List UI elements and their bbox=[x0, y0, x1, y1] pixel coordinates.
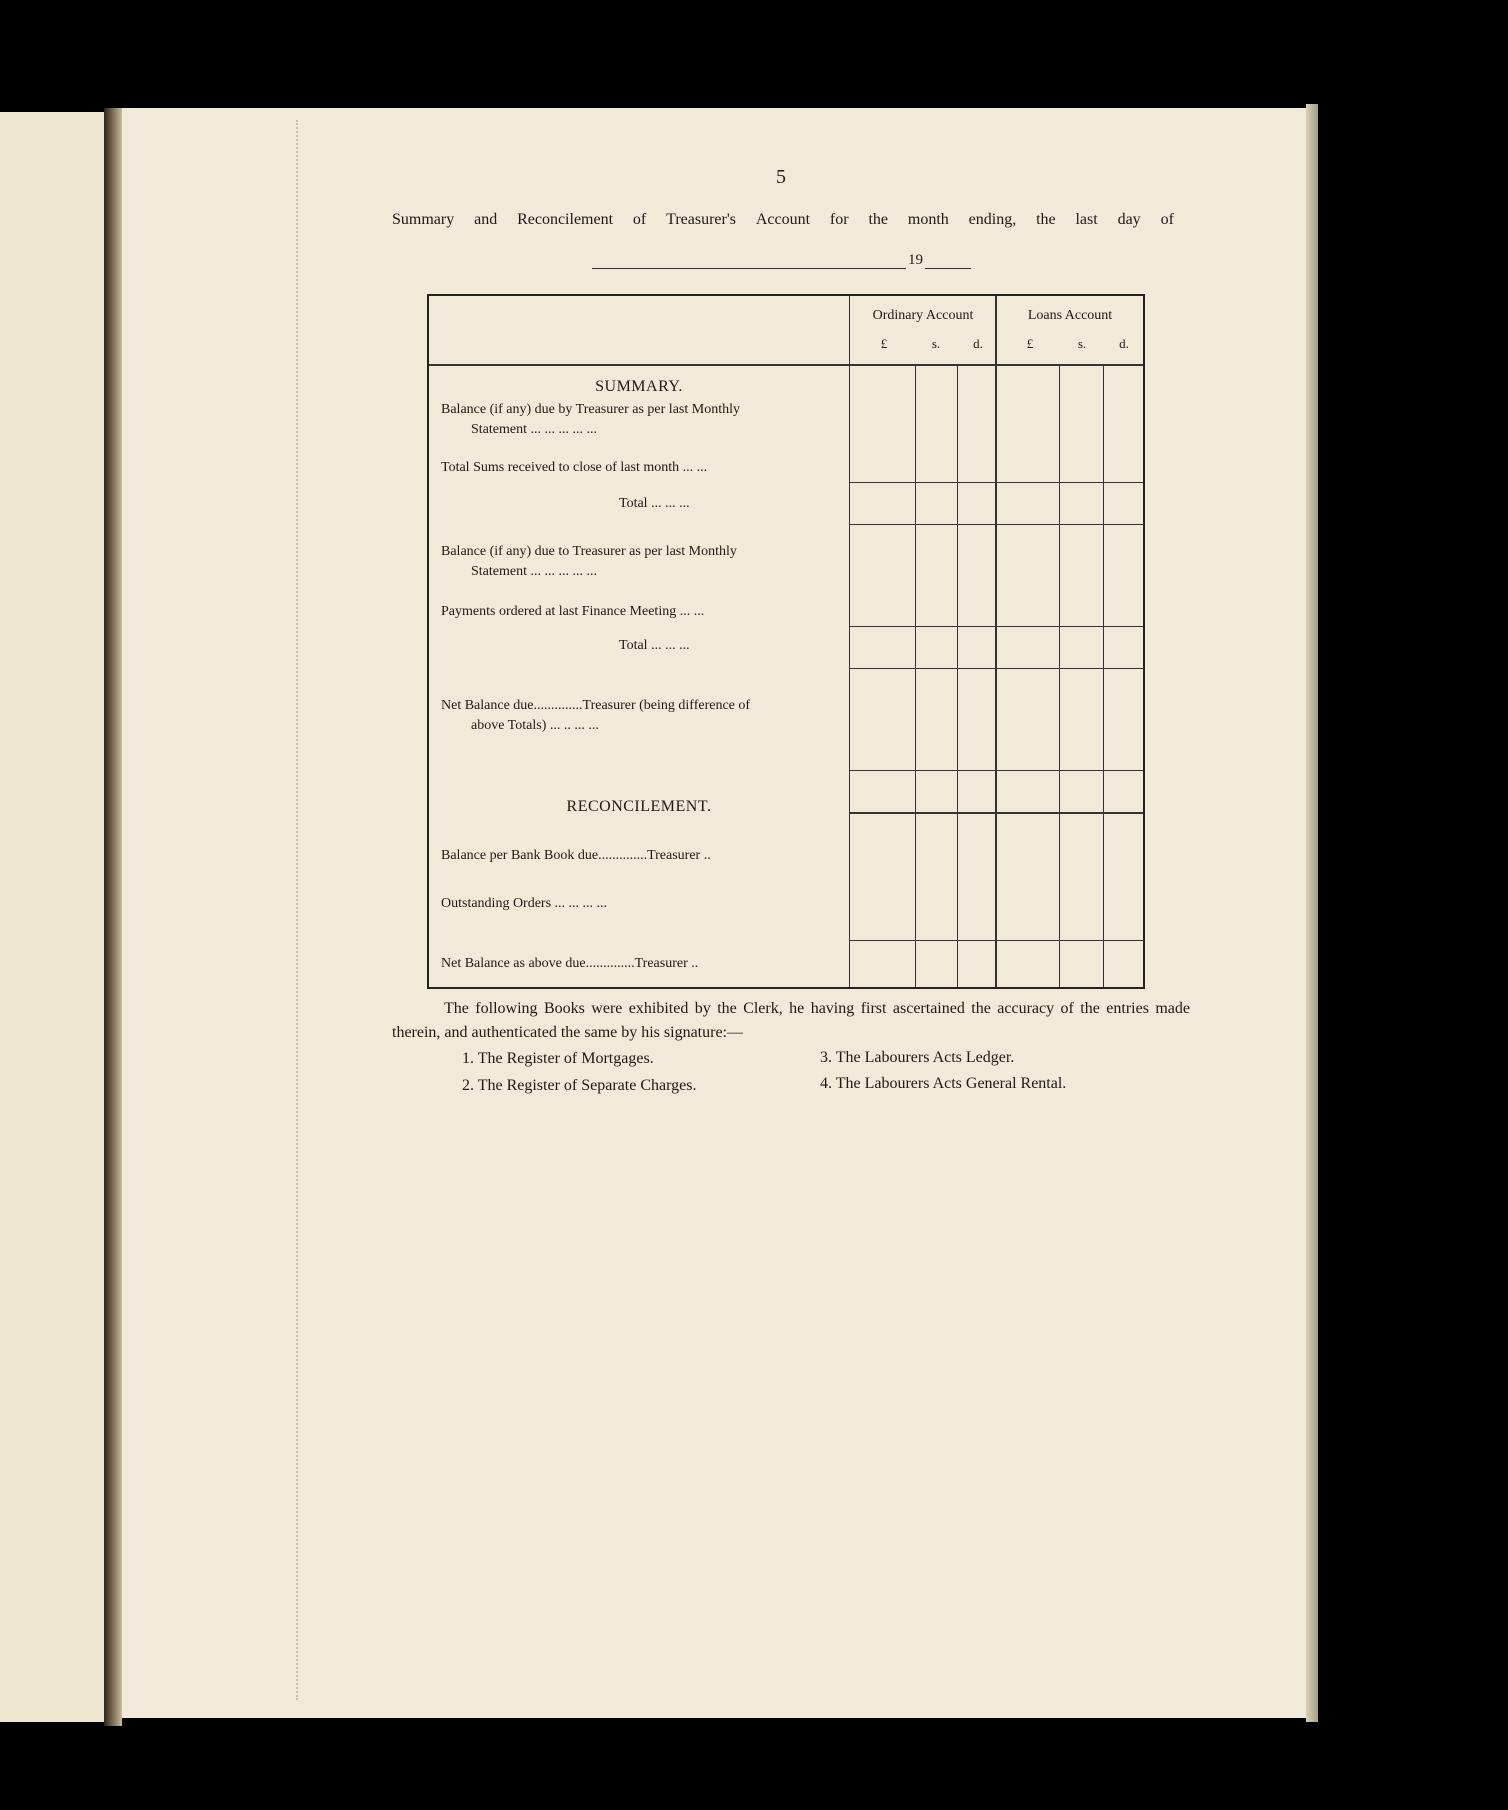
book-item: 4. The Labourers Acts General Rental. bbox=[820, 1075, 1067, 1092]
row-divider bbox=[849, 482, 1143, 483]
heading-word: the bbox=[1036, 211, 1056, 228]
row-outstanding-orders: Outstanding Orders ... ... ... ... bbox=[441, 896, 608, 911]
date-blank-field[interactable] bbox=[592, 268, 906, 269]
book-item: 2. The Register of Separate Charges. bbox=[462, 1077, 697, 1094]
row-divider bbox=[849, 770, 1143, 771]
row-label-continued: above Totals) ... .. ... ... bbox=[471, 718, 599, 733]
row-divider bbox=[849, 524, 1143, 525]
heading-word: day bbox=[1117, 211, 1141, 228]
heading-word: last bbox=[1075, 211, 1098, 228]
book-item: 3. The Labourers Acts Ledger. bbox=[820, 1049, 1015, 1066]
heading-word: Treasurer's bbox=[666, 211, 736, 228]
heading-word: ending, bbox=[968, 211, 1017, 228]
pounds-unit: £ bbox=[880, 336, 888, 351]
row-label: Balance (if any) due by Treasurer as per last Monthly bbox=[441, 402, 740, 417]
summary-title: SUMMARY. bbox=[595, 378, 683, 395]
column-divider bbox=[1103, 366, 1104, 987]
heading-word: month bbox=[907, 211, 949, 228]
column-divider bbox=[915, 366, 916, 987]
year-prefix: 19 bbox=[908, 252, 923, 268]
left-facing-page bbox=[0, 112, 104, 1722]
row-sums-received: Total Sums received to close of last month ... ... bbox=[441, 460, 708, 475]
column-divider bbox=[957, 366, 958, 987]
column-divider bbox=[849, 296, 850, 987]
row-net-balance-above: Net Balance as above due..............Treasurer .. bbox=[441, 956, 699, 971]
row-bank-book: Balance per Bank Book due..............Treasurer .. bbox=[441, 848, 711, 863]
heading-word: Reconcilement bbox=[517, 211, 614, 228]
row-total-1: Total ... ... ... bbox=[619, 496, 690, 511]
heading-word: for bbox=[829, 211, 849, 228]
row-label-continued: Statement ... ... ... ... ... bbox=[471, 564, 597, 579]
shillings-unit: s. bbox=[931, 336, 941, 351]
row-label-continued: Statement ... ... ... ... ... bbox=[471, 422, 597, 437]
heading-word: and bbox=[474, 211, 498, 228]
book-gutter bbox=[104, 108, 122, 1726]
row-balance-to-treasurer bbox=[441, 542, 843, 582]
pounds-unit: £ bbox=[1026, 336, 1034, 351]
reconcilement-title: RECONCILEMENT. bbox=[566, 798, 712, 815]
ordinary-account-header: Ordinary Account bbox=[872, 308, 974, 323]
section-divider bbox=[849, 812, 1143, 814]
date-line bbox=[592, 252, 971, 269]
column-divider bbox=[995, 296, 997, 987]
row-divider bbox=[849, 626, 1143, 627]
heading-word: of bbox=[632, 211, 647, 228]
pence-unit: d. bbox=[1119, 336, 1129, 351]
column-divider bbox=[1059, 366, 1060, 987]
row-divider bbox=[849, 940, 1143, 941]
row-label: Net Balance due..............Treasurer (being difference of bbox=[441, 698, 751, 713]
row-balance-by-treasurer bbox=[441, 400, 843, 440]
page-number: 5 bbox=[776, 166, 786, 188]
heading-word: Summary bbox=[392, 211, 455, 228]
account-table bbox=[427, 294, 1145, 989]
shillings-unit: s. bbox=[1077, 336, 1087, 351]
heading-word: of bbox=[1160, 211, 1174, 228]
row-net-balance-due bbox=[441, 696, 843, 736]
row-label: Balance (if any) due to Treasurer as per last Monthly bbox=[441, 544, 737, 559]
page-edge bbox=[1306, 104, 1318, 1722]
loans-account-header: Loans Account bbox=[1027, 308, 1113, 323]
year-blank-field[interactable] bbox=[925, 268, 971, 269]
row-total-2: Total ... ... ... bbox=[619, 638, 690, 653]
pence-unit: d. bbox=[973, 336, 983, 351]
header-divider bbox=[429, 364, 1143, 366]
book-item: 1. The Register of Mortgages. bbox=[462, 1050, 654, 1067]
form-heading bbox=[392, 211, 1174, 229]
row-payments-ordered: Payments ordered at last Finance Meeting ... ... bbox=[441, 604, 705, 619]
heading-word: the bbox=[868, 211, 888, 228]
row-divider bbox=[849, 668, 1143, 669]
books-paragraph: The following Books were exhibited by the Clerk, he having first ascertained the accuracy of the entries made therein, and authenticated the same by his signature:— bbox=[392, 1000, 1190, 1041]
perforation-line bbox=[296, 120, 298, 1700]
heading-word: Account bbox=[755, 211, 811, 228]
